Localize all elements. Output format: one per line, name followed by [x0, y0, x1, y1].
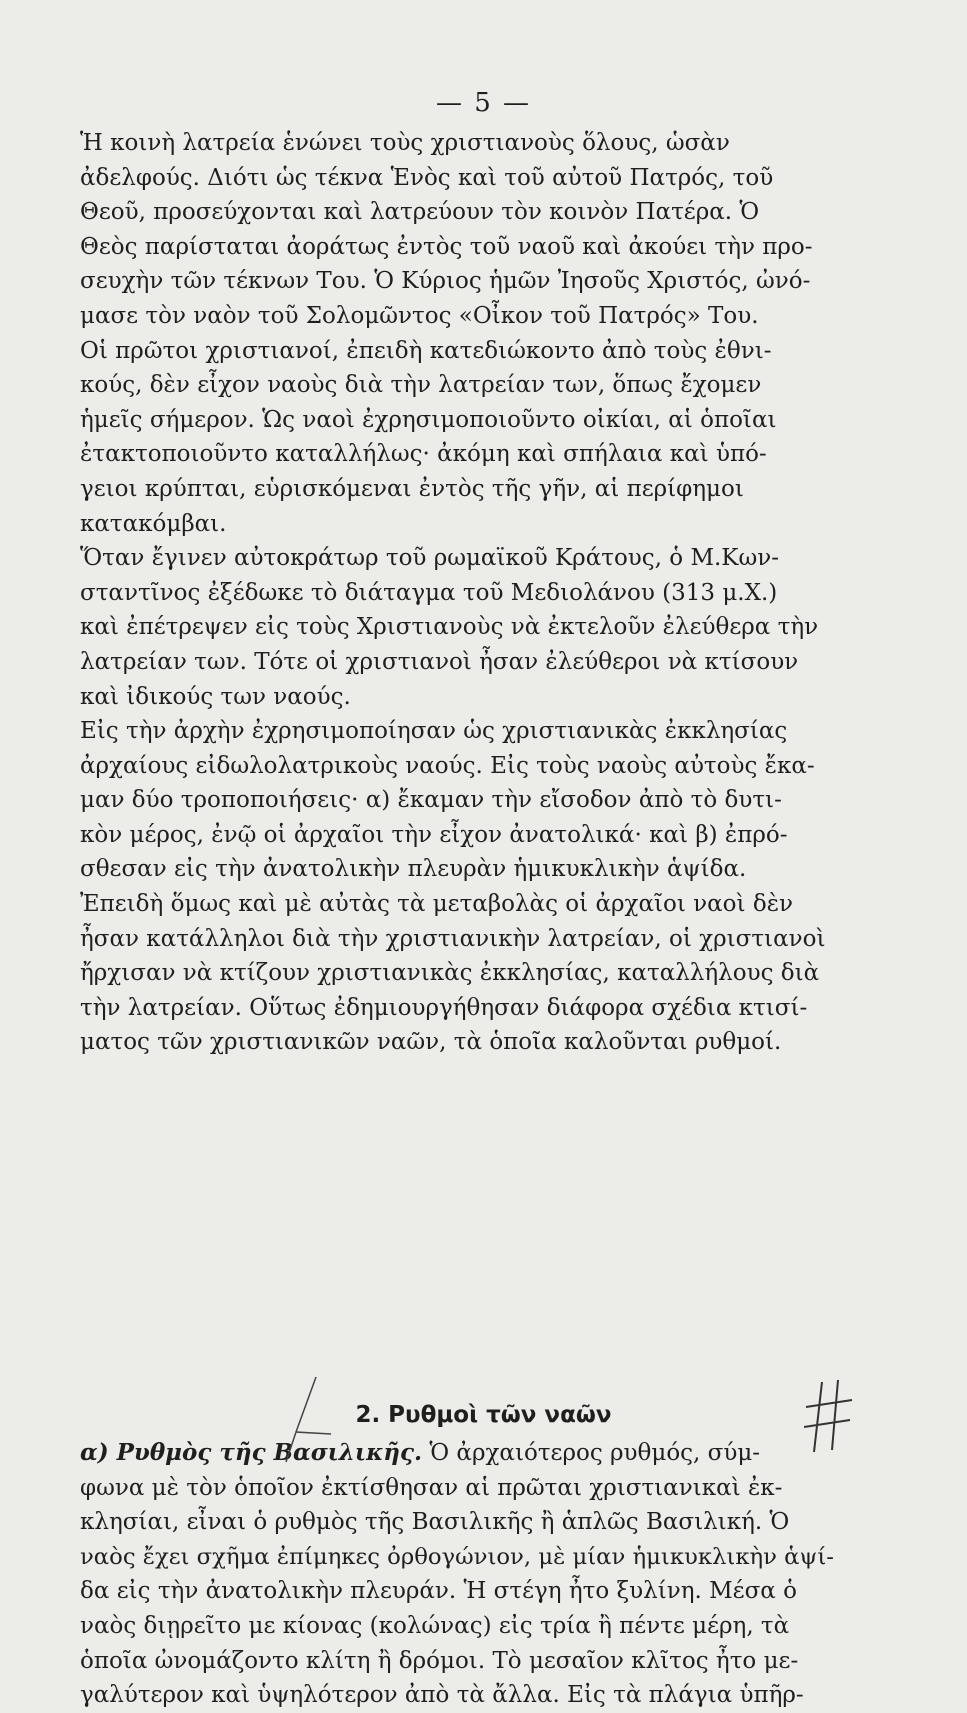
- text-line: ναὸς διῃρεῖτο με κίονας (κολώνας) εἰς τρία ἢ πέντε μέρη, τὰ: [80, 1612, 790, 1639]
- subsection-first-line-text: Ὁ ἀρχαιότερος ρυθμός, σύμ-: [422, 1440, 761, 1466]
- section-heading: 2. Ρυθμοὶ τῶν ναῶν: [355, 1402, 612, 1428]
- text-line: κούς, δὲν εἶχον ναοὺς διὰ τὴν λατρείαν των, ὅπως ἔχομεν: [80, 372, 762, 399]
- text-line: ἐτακτοποιοῦντο καταλλήλως· ἀκόμη καὶ σπήλαια καὶ ὑπό-: [80, 441, 767, 468]
- text-line: ναὸς ἔχει σχῆμα ἐπίμηκες ὀρθογώνιον, μὲ μίαν ἡμικυκλικὴν ἁψί-: [80, 1543, 834, 1570]
- text-line: καὶ ἐπέτρεψεν εἰς τοὺς Χριστιανοὺς νὰ ἐκτελοῦν ἐλεύθερα τὴν: [80, 614, 819, 641]
- body-text-top: [80, 126, 838, 1060]
- text-line: ἤρχισαν νὰ κτίζουν χριστιανικὰς ἐκκλησίας, καταλλήλους διὰ: [80, 960, 820, 987]
- text-line: γειοι κρύπται, εὑρισκόμεναι ἐντὸς τῆς γῆν, αἱ περίφημοι: [80, 475, 744, 502]
- text-line: Εἰς τὴν ἀρχὴν ἐχρησιμοποίησαν ὡς χριστιανικὰς ἐκκλησίας: [80, 718, 788, 745]
- text-line: ἡμεῖς σήμερον. Ὡς ναοὶ ἐχρησιμοποιοῦντο οἰκίαι, αἱ ὁποῖαι: [80, 406, 777, 433]
- subsection-runin-title: α) Ρυθμὸς τῆς Βασιλικῆς.: [80, 1439, 423, 1466]
- text-line: δα εἰς τὴν ἀνατολικὴν πλευράν. Ἡ στέγη ἦτο ξυλίνη. Μέσα ὁ: [80, 1578, 797, 1605]
- text-line: Ἐπειδὴ ὅμως καὶ μὲ αὐτὰς τὰ μεταβολὰς οἱ ἀρχαῖοι ναοὶ δὲν: [80, 891, 794, 918]
- text-line: κλησίαι, εἶναι ὁ ρυθμὸς τῆς Βασιλικῆς ἢ ἁπλῶς Βασιλική. Ὁ: [80, 1509, 790, 1536]
- text-line: κὸν μέρος, ἐνῷ οἱ ἀρχαῖοι τὴν εἶχον ἀνατολικά· καὶ β) ἐπρό-: [80, 821, 788, 848]
- text-line: ἀδελφούς. Διότι ὡς τέκνα Ἑνὸς καὶ τοῦ αὐτοῦ Πατρός, τοῦ: [80, 164, 774, 191]
- body-text-bottom: [80, 1436, 838, 1713]
- subsection-first-line: [80, 1436, 838, 1471]
- text-line: ἦσαν κατάλληλοι διὰ τὴν χριστιανικὴν λατρείαν, οἱ χριστιανοὶ: [80, 925, 826, 952]
- text-line: γαλύτερον καὶ ὑψηλότερον ἀπὸ τὰ ἄλλα. Εἰς τὰ πλάγια ὑπῆρ-: [80, 1682, 804, 1709]
- page-number: — 5 —: [435, 88, 532, 118]
- text-line: Θεοῦ, προσεύχονται καὶ λατρεύουν τὸν κοινὸν Πατέρα. Ὁ: [80, 199, 760, 226]
- text-line: λατρείαν των. Τότε οἱ χριστιανοὶ ἦσαν ἐλεύθεροι νὰ κτίσουν: [80, 648, 799, 675]
- text-line: καὶ ἰδικούς των ναούς.: [80, 683, 351, 710]
- text-line: ἀρχαίους εἰδωλολατρικοὺς ναούς. Εἰς τοὺς ναοὺς αὐτοὺς ἔκα-: [80, 752, 815, 779]
- text-line: Ἡ κοινὴ λατρεία ἑνώνει τοὺς χριστιανοὺς ὅλους, ὡσὰν: [80, 130, 730, 156]
- text-line: ὁποῖα ὠνομάζοντο κλίτη ἢ δρόμοι. Τὸ μεσαῖον κλῖτος ἦτο με-: [80, 1647, 799, 1674]
- text-line: Θεὸς παρίσταται ἀοράτως ἐντὸς τοῦ ναοῦ καὶ ἀκούει τὴν προ-: [80, 233, 813, 260]
- text-line: φωνα μὲ τὸν ὁποῖον ἐκτίσθησαν αἱ πρῶται χριστιανικαὶ ἐκ-: [80, 1474, 783, 1501]
- pencil-mark-left: [276, 1372, 346, 1472]
- text-line: σταντῖνος ἐξέδωκε τὸ διάταγμα τοῦ Μεδιολάνου (313 μ.Χ.): [80, 579, 778, 606]
- text-line: κατακόμβαι.: [80, 510, 227, 537]
- text-line: σευχὴν τῶν τέκνων Του. Ὁ Κύριος ἡμῶν Ἰησοῦς Χριστός, ὠνό-: [80, 268, 811, 295]
- text-line: ματος τῶν χριστιανικῶν ναῶν, τὰ ὁποῖα καλοῦνται ρυθμοί.: [80, 1029, 782, 1056]
- pencil-hash-mark-right: [804, 1372, 864, 1462]
- text-line: Οἱ πρῶτοι χριστιανοί, ἐπειδὴ κατεδιώκοντο ἀπὸ τοὺς ἐθνι-: [80, 337, 772, 364]
- text-line: μασε τὸν ναὸν τοῦ Σολομῶντος «Οἶκον τοῦ Πατρός» Του.: [80, 302, 759, 329]
- text-line: Ὅταν ἔγινεν αὐτοκράτωρ τοῦ ρωμαϊκοῦ Κράτους, ὁ Μ.Κων-: [80, 545, 779, 572]
- text-line: τὴν λατρείαν. Οὕτως ἐδημιουργήθησαν διάφορα σχέδια κτισί-: [80, 994, 808, 1021]
- text-line: σθεσαν εἰς τὴν ἀνατολικὴν πλευρὰν ἡμικυκλικὴν ἁψίδα.: [80, 856, 747, 883]
- text-line: μαν δύο τροποποιήσεις· α) ἔκαμαν τὴν εἴσοδον ἀπὸ τὸ δυτι-: [80, 787, 782, 814]
